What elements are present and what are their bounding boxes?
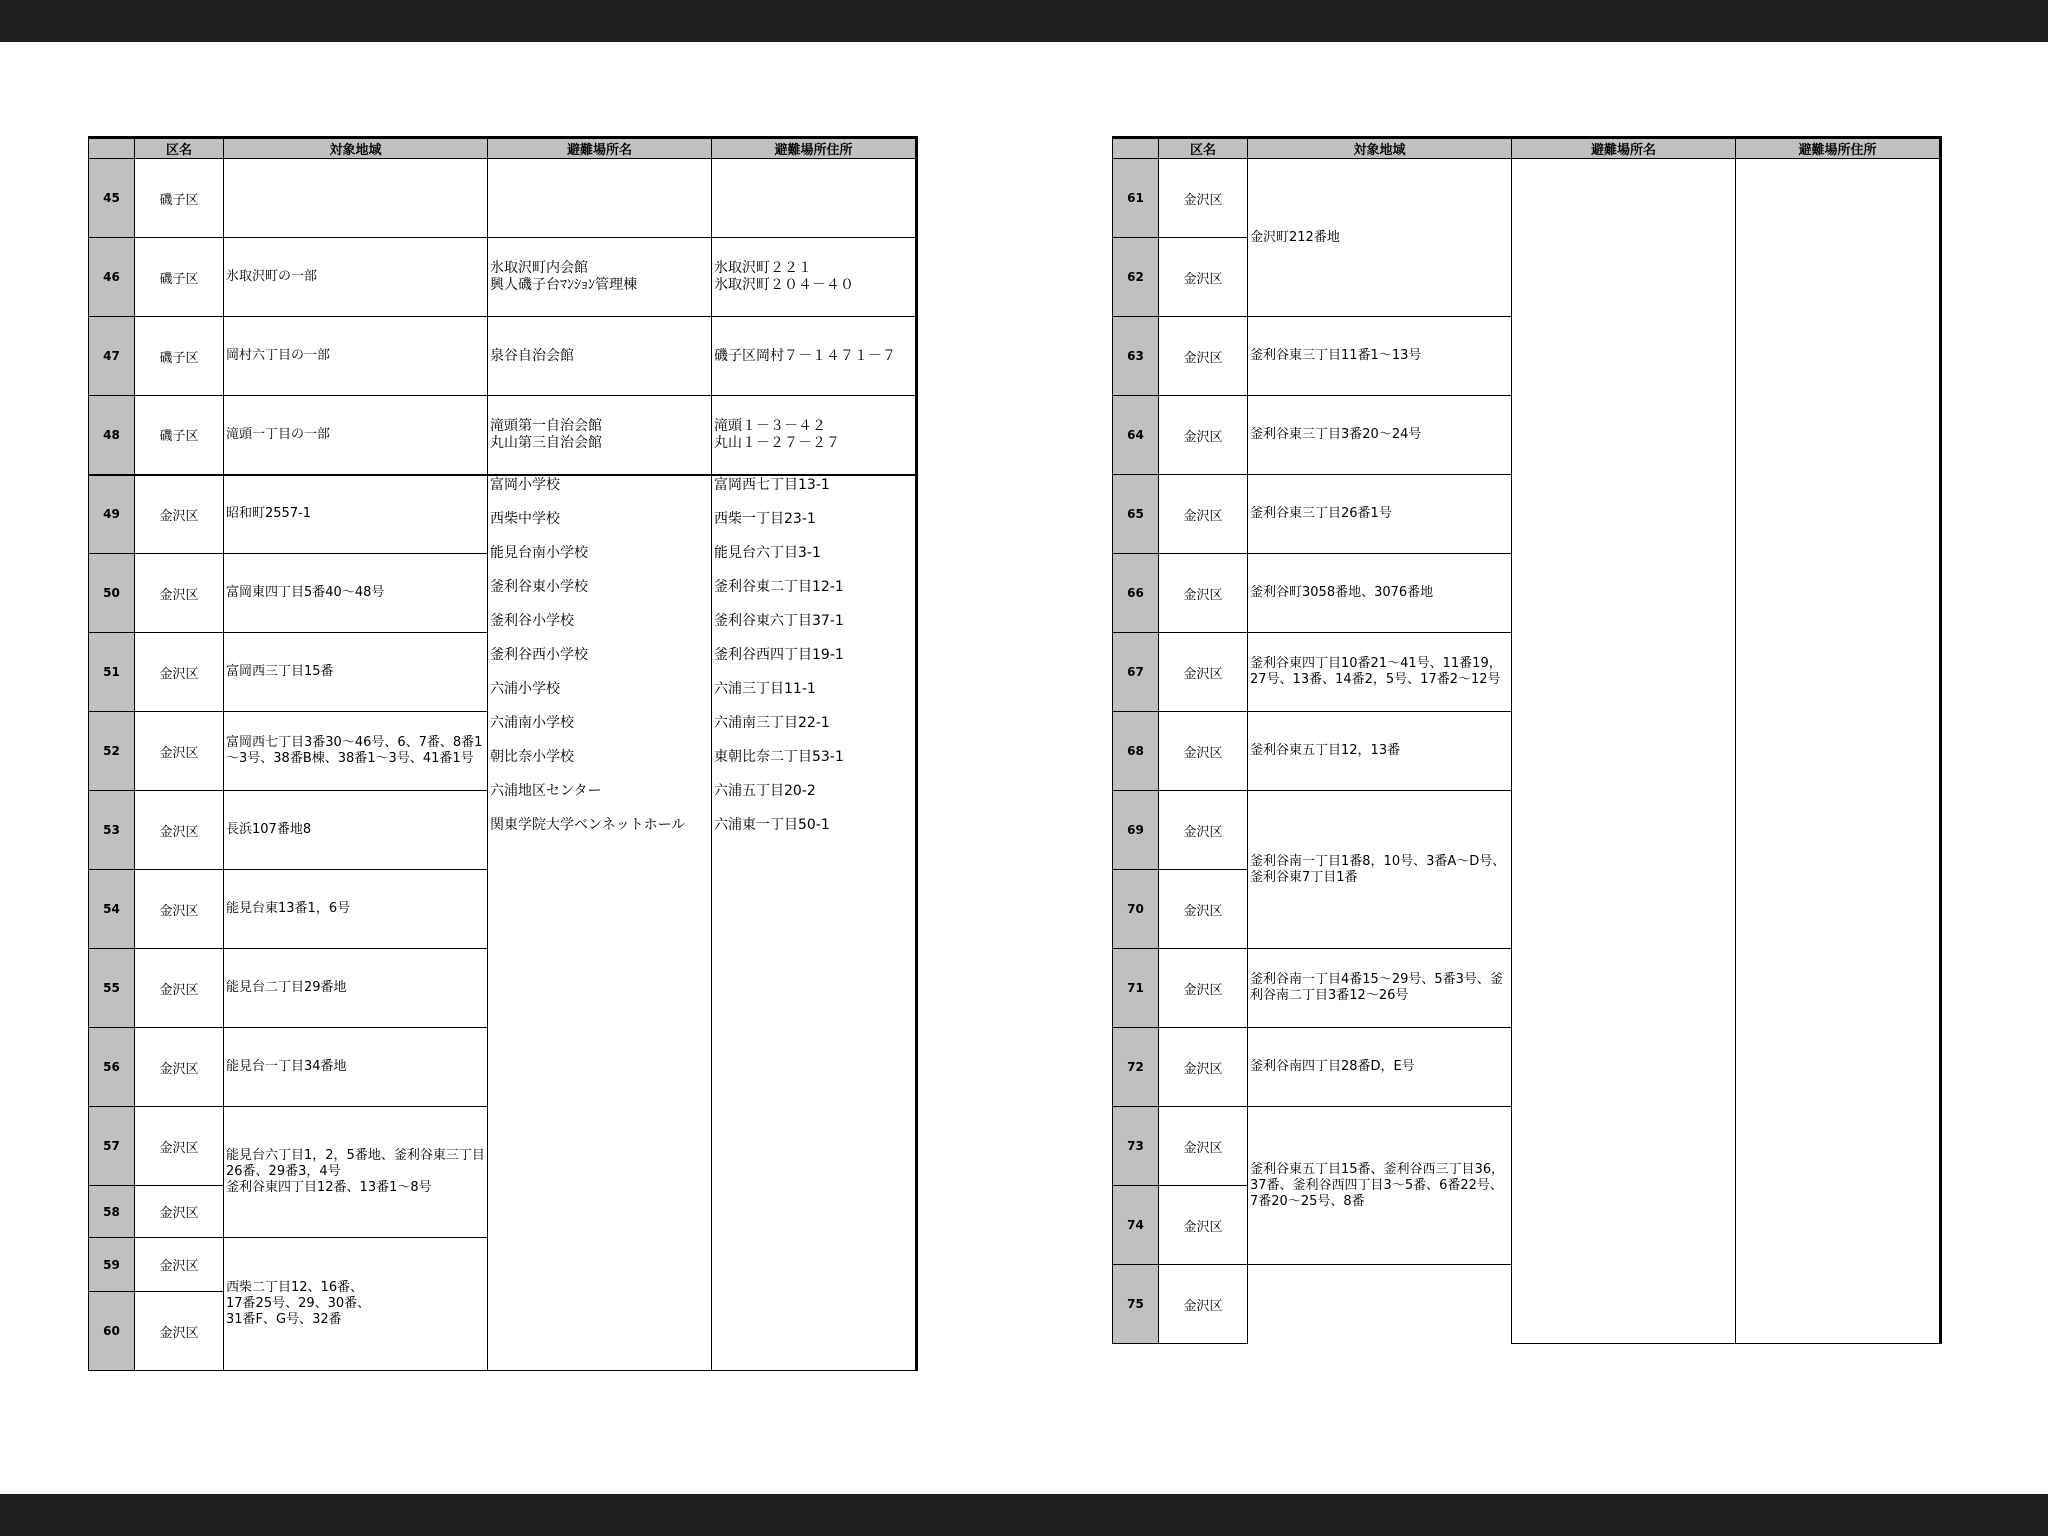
shelter-name-item: 六浦地区センター (490, 782, 602, 799)
row-number: 46 (89, 238, 135, 317)
ward-cell: 金沢区 (135, 1186, 224, 1238)
shelter-address-item: 富岡西七丁目13-1 (714, 476, 830, 493)
area-cell: 釜利谷東三丁目11番1～13号 (1248, 317, 1512, 396)
area-cell: 西柴二丁目12、16番、 17番25号、29、30番、 31番F、G号、32番 (224, 1238, 488, 1371)
ward-cell: 金沢区 (1159, 1265, 1248, 1344)
row-number: 52 (89, 712, 135, 791)
ward-cell: 金沢区 (135, 554, 224, 633)
row-number: 48 (89, 396, 135, 475)
shelter-name-item: 関東学院大学ベンネットホール (490, 816, 686, 833)
shelter-name-item: 西柴中学校 (490, 510, 560, 527)
header-shelter-address: 避難場所住所 (1736, 138, 1941, 159)
shelter-name-cell (488, 159, 712, 238)
left-page (88, 136, 918, 1371)
ward-cell: 金沢区 (1159, 949, 1248, 1028)
area-cell (1248, 1265, 1512, 1344)
shelter-address-item: 東朝比奈二丁目53-1 (714, 748, 844, 765)
row-number: 69 (1113, 791, 1159, 870)
ward-cell: 金沢区 (135, 712, 224, 791)
area-cell: 能見台東13番1，6号 (224, 870, 488, 949)
table-row (89, 396, 917, 475)
area-cell: 釜利谷東三丁目3番20～24号 (1248, 396, 1512, 475)
row-number: 45 (89, 159, 135, 238)
header-number (1113, 138, 1159, 159)
ward-cell: 金沢区 (1159, 791, 1248, 870)
row-number: 49 (89, 475, 135, 554)
right-shelter-table (1112, 136, 1942, 1344)
header-shelter-address: 避難場所住所 (712, 138, 917, 159)
shelter-name-column-empty (1512, 159, 1736, 1344)
area-cell: 金沢町212番地 (1248, 159, 1512, 317)
shelter-name-item: 釜利谷東小学校 (490, 578, 588, 595)
table-row (89, 317, 917, 396)
area-cell: 富岡西三丁目15番 (224, 633, 488, 712)
shelter-name-item: 釜利谷小学校 (490, 612, 574, 629)
row-number: 58 (89, 1186, 135, 1238)
ward-cell: 磯子区 (135, 396, 224, 475)
ward-cell: 金沢区 (1159, 159, 1248, 238)
area-cell: 釜利谷東五丁目15番、釜利谷西三丁目36，37番、釜利谷西四丁目3～5番、6番22号、7番20～25号、8番 (1248, 1107, 1512, 1265)
area-cell (224, 159, 488, 238)
shelter-name-list (488, 475, 712, 1371)
area-cell: 昭和町2557-1 (224, 475, 488, 554)
ward-cell: 金沢区 (1159, 238, 1248, 317)
shelter-address-item: 釜利谷東六丁目37-1 (714, 612, 844, 629)
shelter-address-item: 西柴一丁目23-1 (714, 510, 816, 527)
row-number: 70 (1113, 870, 1159, 949)
row-number: 57 (89, 1107, 135, 1186)
row-number: 67 (1113, 633, 1159, 712)
ward-cell: 金沢区 (135, 475, 224, 554)
shelter-address-list (712, 475, 917, 1371)
ward-cell: 金沢区 (135, 870, 224, 949)
ward-cell: 金沢区 (135, 1107, 224, 1186)
ward-cell: 金沢区 (1159, 633, 1248, 712)
ward-cell: 金沢区 (1159, 1186, 1248, 1265)
ward-cell: 金沢区 (1159, 475, 1248, 554)
area-cell: 釜利谷東四丁目10番21～41号、11番19，27号、13番、14番2，5号、17番2～12号 (1248, 633, 1512, 712)
area-cell: 岡村六丁目の一部 (224, 317, 488, 396)
shelter-name-item: 能見台南小学校 (490, 544, 588, 561)
header-area: 対象地域 (224, 138, 488, 159)
row-number: 53 (89, 791, 135, 870)
shelter-address-item: 六浦南三丁目22-1 (714, 714, 830, 731)
shelter-name-cell: 滝頭第一自治会館 丸山第三自治会館 (488, 396, 712, 475)
ward-cell: 金沢区 (1159, 1107, 1248, 1186)
left-shelter-table (88, 136, 918, 1371)
area-cell: 富岡西七丁目3番30～46号、6、7番、8番1～3号、38番B棟、38番1～3号、41番1号 (224, 712, 488, 791)
row-number: 65 (1113, 475, 1159, 554)
row-number: 63 (1113, 317, 1159, 396)
shelter-address-item: 釜利谷東二丁目12-1 (714, 578, 844, 595)
table-row (89, 475, 917, 554)
shelter-address-cell: 磯子区岡村７－１４７１－７ (712, 317, 917, 396)
shelter-address-item: 六浦東一丁目50-1 (714, 816, 830, 833)
header-number (89, 138, 135, 159)
row-number: 50 (89, 554, 135, 633)
area-cell: 滝頭一丁目の一部 (224, 396, 488, 475)
shelter-address-cell: 滝頭１－３－４２ 丸山１－２７－２７ (712, 396, 917, 475)
viewer-bottom-bar (0, 1494, 2048, 1536)
row-number: 60 (89, 1292, 135, 1371)
shelter-name-item: 六浦南小学校 (490, 714, 574, 731)
ward-cell: 磯子区 (135, 317, 224, 396)
row-number: 74 (1113, 1186, 1159, 1265)
shelter-address-column-empty (1736, 159, 1941, 1344)
area-cell: 釜利谷東三丁目26番1号 (1248, 475, 1512, 554)
ward-cell: 金沢区 (1159, 554, 1248, 633)
header-shelter-name: 避難場所名 (488, 138, 712, 159)
ward-cell: 金沢区 (1159, 712, 1248, 791)
row-number: 56 (89, 1028, 135, 1107)
row-number: 64 (1113, 396, 1159, 475)
row-number: 62 (1113, 238, 1159, 317)
shelter-name-item: 富岡小学校 (490, 476, 560, 493)
area-cell: 能見台二丁目29番地 (224, 949, 488, 1028)
shelter-name-cell: 泉谷自治会館 (488, 317, 712, 396)
area-cell: 釜利谷南四丁目28番D，E号 (1248, 1028, 1512, 1107)
area-cell: 氷取沢町の一部 (224, 238, 488, 317)
shelter-address-item: 六浦三丁目11-1 (714, 680, 816, 697)
shelter-address-cell: 氷取沢町２２１ 氷取沢町２０４－４０ (712, 238, 917, 317)
row-number: 55 (89, 949, 135, 1028)
header-area: 対象地域 (1248, 138, 1512, 159)
area-cell: 富岡東四丁目5番40～48号 (224, 554, 488, 633)
row-number: 73 (1113, 1107, 1159, 1186)
shelter-name-item: 朝比奈小学校 (490, 748, 574, 765)
shelter-address-item: 能見台六丁目3-1 (714, 544, 821, 561)
right-page (1112, 136, 1942, 1344)
ward-cell: 金沢区 (135, 1028, 224, 1107)
table-row (89, 159, 917, 238)
shelter-name-item: 六浦小学校 (490, 680, 560, 697)
row-number: 59 (89, 1238, 135, 1292)
header-shelter-name: 避難場所名 (1512, 138, 1736, 159)
area-cell: 長浜107番地8 (224, 791, 488, 870)
area-cell: 能見台一丁目34番地 (224, 1028, 488, 1107)
left-header-row (89, 138, 917, 159)
ward-cell: 金沢区 (1159, 870, 1248, 949)
area-cell: 釜利谷南一丁目1番8，10号、3番A～D号、釜利谷東7丁目1番 (1248, 791, 1512, 949)
ward-cell: 金沢区 (135, 1292, 224, 1371)
row-number: 68 (1113, 712, 1159, 791)
area-cell: 釜利谷南一丁目4番15～29号、5番3号、釜利谷南二丁目3番12～26号 (1248, 949, 1512, 1028)
shelter-address-item: 六浦五丁目20-2 (714, 782, 816, 799)
header-ward: 区名 (1159, 138, 1248, 159)
row-number: 72 (1113, 1028, 1159, 1107)
shelter-address-item: 釜利谷西四丁目19-1 (714, 646, 844, 663)
row-number: 51 (89, 633, 135, 712)
ward-cell: 金沢区 (1159, 1028, 1248, 1107)
right-header-row (1113, 138, 1941, 159)
shelter-address-cell (712, 159, 917, 238)
row-number: 61 (1113, 159, 1159, 238)
header-ward: 区名 (135, 138, 224, 159)
shelter-name-cell: 氷取沢町内会館 興人磯子台ﾏﾝｼｮﾝ管理棟 (488, 238, 712, 317)
ward-cell: 金沢区 (135, 949, 224, 1028)
area-cell: 釜利谷東五丁目12，13番 (1248, 712, 1512, 791)
ward-cell: 金沢区 (1159, 396, 1248, 475)
ward-cell: 磯子区 (135, 238, 224, 317)
table-row (1113, 159, 1941, 238)
ward-cell: 金沢区 (135, 1238, 224, 1292)
area-cell: 能見台六丁目1，2，5番地、釜利谷東三丁目26番、29番3，4号 釜利谷東四丁目12番、13番1～8号 (224, 1107, 488, 1238)
ward-cell: 金沢区 (135, 633, 224, 712)
row-number: 47 (89, 317, 135, 396)
row-number: 54 (89, 870, 135, 949)
shelter-name-item: 釜利谷西小学校 (490, 646, 588, 663)
ward-cell: 金沢区 (135, 791, 224, 870)
row-number: 71 (1113, 949, 1159, 1028)
viewer-top-bar (0, 0, 2048, 42)
row-number: 75 (1113, 1265, 1159, 1344)
table-row (89, 238, 917, 317)
ward-cell: 金沢区 (1159, 317, 1248, 396)
row-number: 66 (1113, 554, 1159, 633)
ward-cell: 磯子区 (135, 159, 224, 238)
area-cell: 釜利谷町3058番地、3076番地 (1248, 554, 1512, 633)
